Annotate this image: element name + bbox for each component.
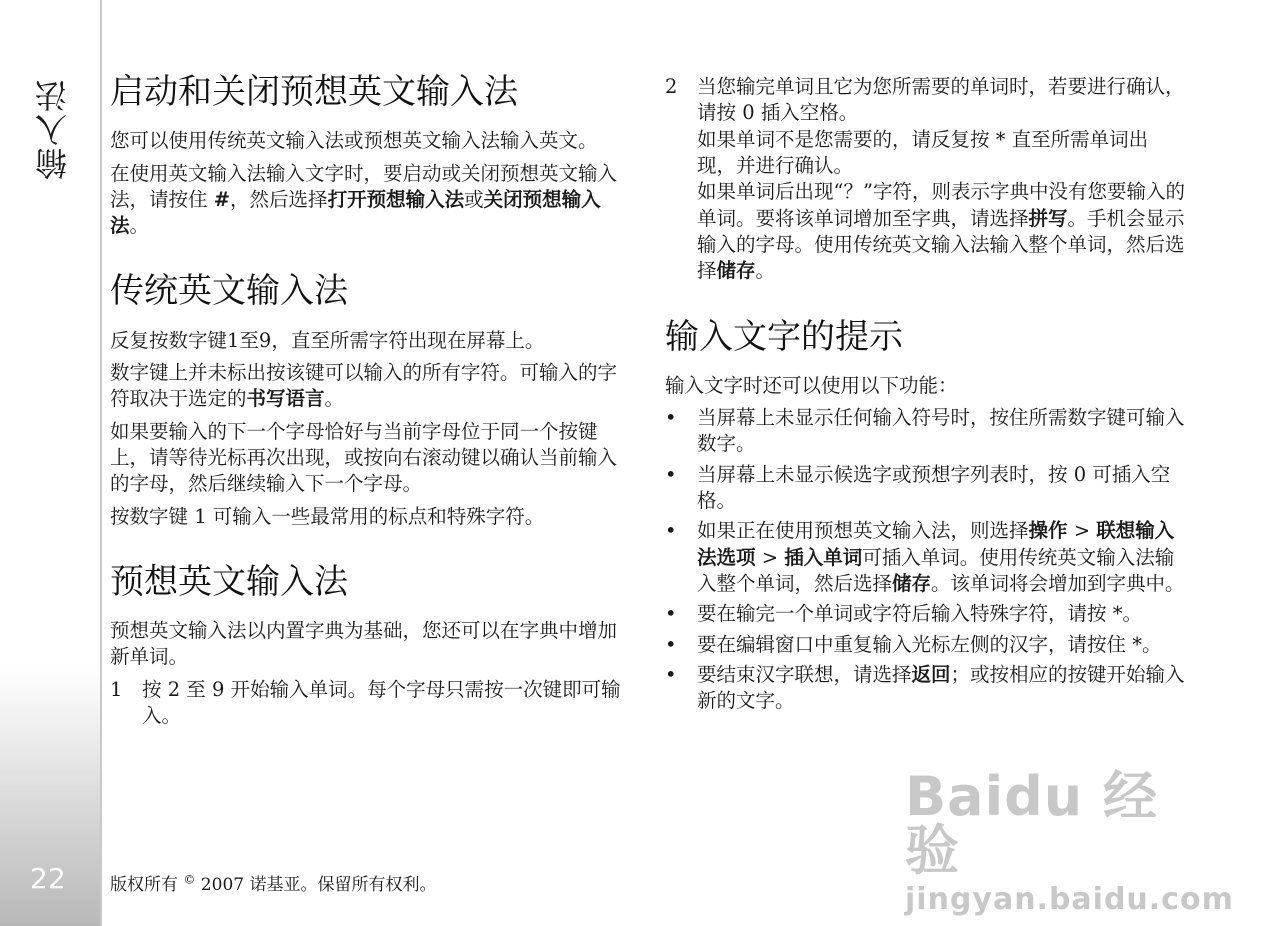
numbered-step: 2 当您输完单词且它为您所需要的单词时，若要进行确认，请按 0 插入空格。 如果单词不是您需要的，请反复按 * 直至所需单词出现，并进行确认。 如果单词后出现“？”字符，则表示字典中没有您要输入的单词。要将该单词增加至字典，请选择拼写。手机会显示输入的字母。使用传统英文输入法输入整个单词，然后选择储存。: [665, 75, 1185, 283]
list-item: • 当屏幕上未显示任何输入符号时，按住所需数字键可输入数字。: [665, 406, 1185, 456]
section-heading-predictive: 预想英文输入法: [110, 561, 348, 602]
numbered-step: 1 按 2 至 9 开始输入单词。每个字母只需按一次键即可输入。: [110, 677, 621, 727]
page-number: 22: [30, 862, 66, 895]
step-number: 1: [110, 677, 123, 701]
option-enable-predictive: 打开预想输入法: [327, 187, 465, 211]
paragraph: 按数字键 1 可输入一些最常用的标点和特殊字符。: [110, 504, 545, 528]
paragraph: 在使用英文输入法输入文字时，要启动或关闭预想英文输入法，请按住 #，然后选择打开预想输入法或关闭预想输入法。: [110, 161, 618, 238]
section-heading-predictive-toggle: 启动和关闭预想英文输入法: [110, 72, 518, 112]
list-item: • 要结束汉字联想，请选择返回；或按相应的按键开始输入新的文字。: [665, 662, 1185, 713]
section-heading-traditional: 传统英文输入法: [110, 271, 348, 312]
list-item: • 要在输完一个单词或字符后输入特殊字符，请按 *。: [665, 602, 1142, 626]
key-hash: #: [213, 187, 231, 211]
option-writing-language: 书写语言: [246, 387, 325, 411]
option-disable-predictive: 关闭预想输入法: [110, 187, 601, 238]
copyright-footer: 版权所有 © 2007 诺基亚。保留所有权利。: [110, 872, 437, 895]
paragraph: 输入文字时还可以使用以下功能：: [665, 373, 958, 397]
right-column: [665, 74, 1185, 718]
baidu-watermark: [905, 765, 1234, 917]
left-column: [110, 70, 630, 735]
step-number: 2: [665, 75, 678, 98]
option-spell: 拼写: [1028, 206, 1068, 230]
sidebar-divider: [100, 0, 102, 926]
paragraph: 数字键上并未标出按该键可以输入的所有字符。可输入的字符取决于选定的书写语言。: [110, 360, 618, 411]
paragraph: 预想英文输入法以内置字典为基础，您还可以在字典中增加新单词。: [110, 619, 618, 669]
section-heading-tips: 输入文字的提示: [665, 316, 903, 357]
watermark-url: jingyan.baidu.com: [905, 882, 1234, 917]
sidebar-title: 输入法: [34, 78, 72, 180]
list-item: • 要在编辑窗口中重复输入光标左侧的汉字，请按住 *。: [665, 632, 1162, 656]
paragraph: 反复按数字键1至9，直至所需字符出现在屏幕上。: [110, 328, 545, 352]
watermark-logo: Baidu 经验: [905, 765, 1159, 882]
paragraph: 如果要输入的下一个字母恰好与当前字母位于同一个按键上，请等待光标再次出现，或按向右滚动键以确认当前输入的字母，然后继续输入下一个字母。: [110, 419, 618, 496]
list-item: • 当屏幕上未显示候选字或预想字列表时，按 0 可插入空格。: [665, 462, 1171, 512]
list-item: • 如果正在使用预想英文输入法，则选择操作 > 联想输入法选项 > 插入单词可插入单词。使用传统英文输入法输入整个单词，然后选择储存。该单词将会增加到字典中。: [665, 519, 1185, 595]
tips-list: [665, 405, 1185, 714]
option-save: 储存: [716, 259, 756, 283]
paragraph: 您可以使用传统英文输入法或预想英文输入法输入英文。: [110, 129, 598, 153]
